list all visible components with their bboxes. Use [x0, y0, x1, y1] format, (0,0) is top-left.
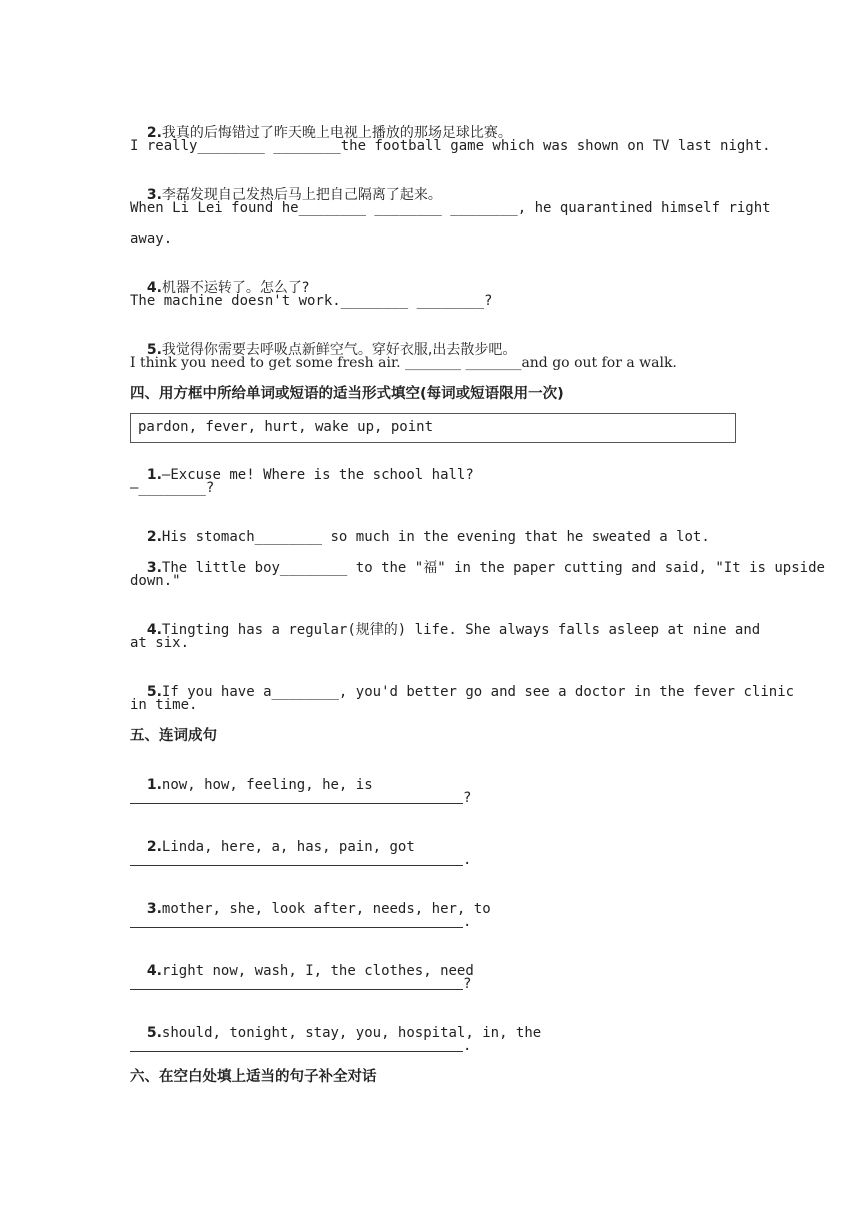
question-number: 5.	[146, 1025, 162, 1041]
question-number: 1.	[146, 467, 162, 483]
question-number: 4.	[146, 963, 162, 979]
question-number: 5.	[146, 342, 162, 358]
s5-q2-words	[130, 820, 738, 856]
question-text: His stomach________ so much in the evening that he sweated a lot.	[161, 529, 710, 545]
section5-title: 五、连词成句	[130, 728, 217, 744]
s4-q3-line2: down."	[130, 573, 181, 589]
question-number: 4.	[146, 280, 162, 296]
answer-line[interactable]	[130, 803, 463, 804]
question-text: —Excuse me! Where is the school hall?	[161, 467, 474, 483]
end-punctuation: .	[463, 852, 472, 868]
scrambled-words: now, how, feeling, he, is	[161, 777, 373, 793]
s5-q5-words	[130, 1006, 738, 1042]
end-punctuation: ?	[463, 976, 472, 992]
section6-title: 六、在空白处填上适当的句子补全对话	[130, 1069, 377, 1085]
answer-line[interactable]	[130, 989, 463, 990]
word-bank-box	[130, 413, 736, 443]
end-punctuation: ?	[463, 790, 472, 806]
scrambled-words: mother, she, look after, needs, her, to	[161, 901, 491, 917]
section4-title: 四、用方框中所给单词或短语的适当形式填空(每词或短语限用一次)	[130, 386, 564, 402]
s4-q5-line2: in time.	[130, 697, 198, 713]
s4-q1-reply: —________?	[130, 480, 215, 496]
word-bank-text: pardon, fever, hurt, wake up, point	[138, 419, 434, 435]
question-number: 1.	[146, 777, 162, 793]
chinese-sentence: 我觉得你需要去呼吸点新鲜空气。穿好衣服,出去散步吧。	[161, 342, 517, 358]
s3-q4-english: The machine doesn't work.________ ________?	[130, 293, 493, 309]
s5-q3-words	[130, 882, 738, 918]
s3-q3-english-line1: When Li Lei found he________ ________ ________, he quarantined himself right	[130, 200, 771, 216]
question-number: 3.	[146, 560, 162, 576]
question-number: 3.	[146, 901, 162, 917]
question-number: 5.	[146, 684, 162, 700]
end-punctuation: .	[463, 914, 472, 930]
question-text: Tingting has a regular(规律的) life. She always falls asleep at nine and	[161, 622, 761, 638]
answer-line[interactable]	[130, 865, 463, 866]
s3-q5-english: I think you need to get some fresh air. ________ ________and go out for a walk.	[130, 355, 677, 371]
answer-line[interactable]	[130, 1051, 463, 1052]
question-text: If you have a________, you'd better go and see a doctor in the fever clinic	[161, 684, 795, 700]
question-number: 2.	[146, 529, 162, 545]
s4-q4-line2: at six.	[130, 635, 190, 651]
chinese-sentence: 李磊发现自己发热后马上把自己隔离了起来。	[161, 187, 442, 203]
question-number: 2.	[146, 125, 162, 141]
question-text: The little boy________ to the "福" in the paper cutting and said, "It is upside	[161, 560, 825, 576]
end-punctuation: .	[463, 1038, 472, 1054]
chinese-sentence: 机器不运转了。怎么了?	[161, 280, 310, 296]
question-number: 4.	[146, 622, 162, 638]
answer-line[interactable]	[130, 927, 463, 928]
s5-q1-words	[130, 758, 738, 794]
scrambled-words: right now, wash, I, the clothes, need	[161, 963, 474, 979]
question-number: 3.	[146, 187, 162, 203]
scrambled-words: should, tonight, stay, you, hospital, in, the	[161, 1025, 542, 1041]
s3-q2-english: I really________ ________the football game which was shown on TV last night.	[130, 138, 771, 154]
s5-q4-words	[130, 944, 738, 980]
scrambled-words: Linda, here, a, has, pain, got	[161, 839, 415, 855]
s3-q3-english-line2: away.	[130, 231, 173, 247]
chinese-sentence: 我真的后悔错过了昨天晚上电视上播放的那场足球比赛。	[161, 125, 512, 141]
question-number: 2.	[146, 839, 162, 855]
